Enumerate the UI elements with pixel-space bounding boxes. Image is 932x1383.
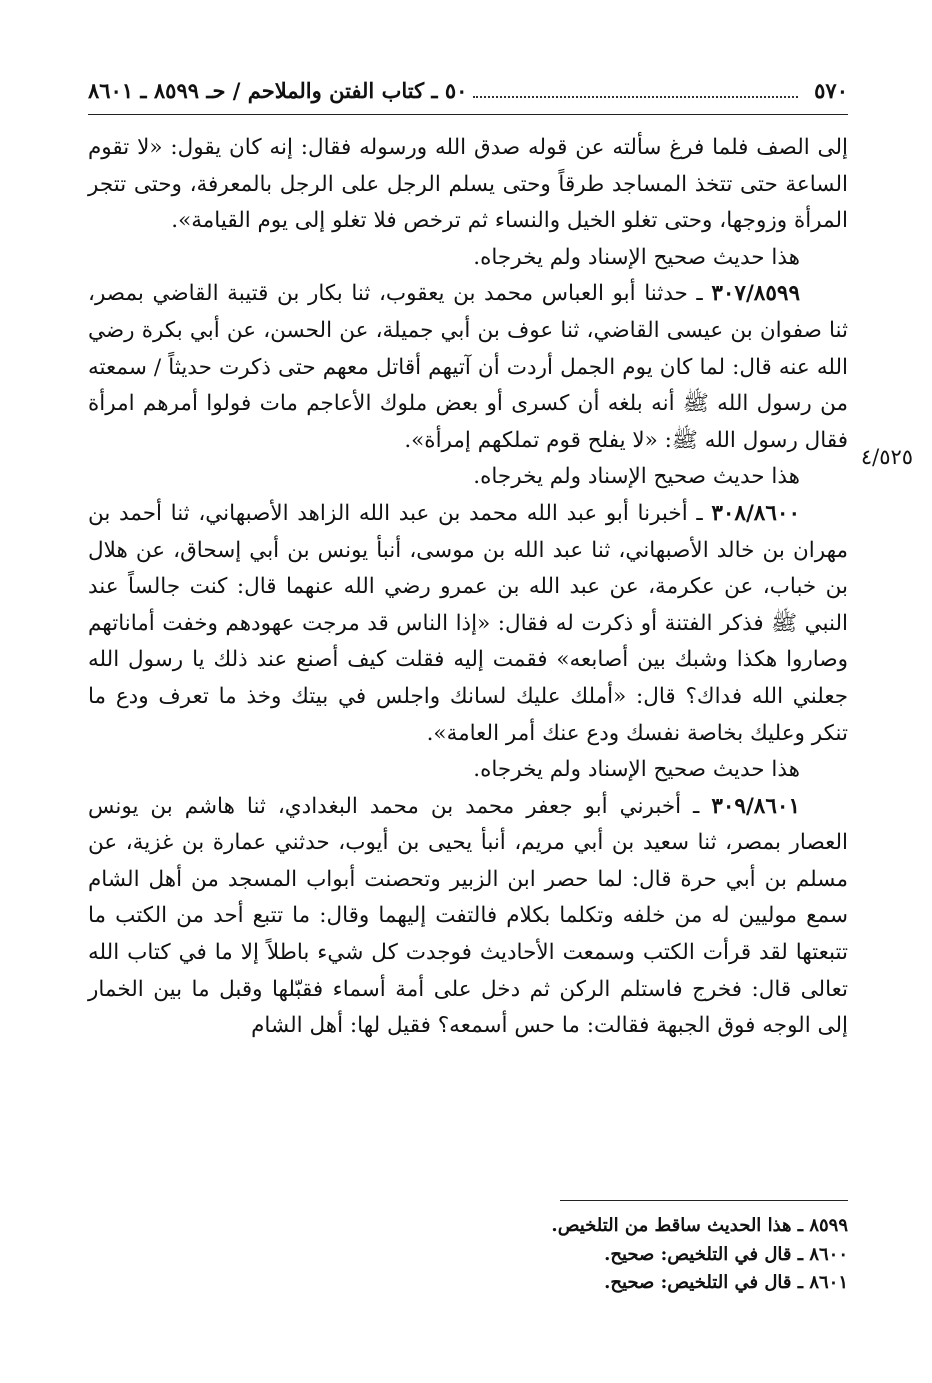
header-dot-leader [473,96,798,98]
hadith-text-8599: ـ حدثنا أبو العباس محمد بن يعقوب، ثنا بكار بن قتيبة القاضي بمصر، ثنا صفوان بن عيسى القاضي، ثنا عوف بن أبي جميلة، عن الحسن، عن أبي بكرة رضي الله عنه قال: لما كان يوم الجمل أردت أن آتيهم أقاتل معهم حتى ذكرت حديثاً / سمعته من رسول الله ﷺ أنه بلغه أن كسرى أو بعض ملوك الأعاجم مات فولوا أمرهم امرأة فقال رسول الله ﷺ: «لا يفلح قوم تملكهم إمرأة». [88,281,848,453]
page-number: ٥٧٠ [814,78,848,103]
verdict-3: هذا حديث صحيح الإسناد ولم يخرجاه. [473,757,800,783]
main-text [88,130,848,1045]
footnote-8599: ٨٥٩٩ ـ هذا الحديث ساقط من التلخيص. [551,1215,848,1236]
footnotes [88,1212,848,1298]
hadith-number-8601: ٣٠٩/٨٦٠١ [711,793,800,819]
hadith-8599 [88,276,848,459]
hadith-8600 [88,496,848,752]
hadith-number-8600: ٣٠٨/٨٦٠٠ [711,500,800,526]
hadith-8601 [88,789,848,1045]
footnote-8601: ٨٦٠١ ـ قال في التلخيص: صحيح. [604,1272,848,1293]
hadith-text-8601: ـ أخبرني أبو جعفر محمد بن محمد البغدادي، ثنا هاشم بن يونس العصار بمصر، ثنا سعيد بن أبي مريم، أنبأ يحيى بن أيوب، حدثني عمارة بن غزية، عن مسلم بن أبي حرة قال: لما حصر ابن الزبير وتحصنت أبواب المسجد من أهل الشام سمع موليين له من خلفه وتكلما بكلام فالتفت إليهما وقال: ما تتبع أحد من الكتب ما تتبعتها لقد قرأت الكتب وسمعت الأحاديث فوجدت كل شيء باطلاً إلا ما في كتاب الله تعالى قال: فخرج فاستلم الركن ثم دخل على أمة أسماء فقبّلها وقبل ما بين الخمار إلى الوجه فوق الجبهة فقالت: ما حس أسمعه؟ فقيل لها: أهل الشام [88,793,848,1039]
verdict-2: هذا حديث صحيح الإسناد ولم يخرجاه. [473,464,800,490]
hadith-text-8600: ـ أخبرنا أبو عبد الله محمد بن عبد الله الزاهد الأصبهاني، ثنا أحمد بن مهران بن خالد الأصبهاني، ثنا عبد الله بن موسى، أنبأ يونس بن أبي إسحاق، عن هلال بن خباب، عن عكرمة، عن عبد الله بن عمرو رضي الله عنهما قال: كنت جالساً عند النبي ﷺ فذكر الفتنة أو ذكرت له فقال: «إذا الناس قد مرجت عهودهم وخفت أماناتهم وصاروا هكذا وشبك بين أصابعه» فقمت إليه فقلت كيف أصنع عند ذلك يا رسول الله جعلني الله فداك؟ قال: «أملك عليك لسانك واجلس في بيتك وخذ ما تعرف ودع ما تنكر وعليك بخاصة نفسك ودع عنك أمر العامة». [88,500,848,746]
margin-volume-reference: ٤/٥٢٥ [860,445,914,469]
header-rule [88,114,848,115]
running-header [88,78,848,110]
header-title: ٥٠ ـ كتاب الفتن والملاحم / حـ ٨٥٩٩ ـ ٨٦٠١ [88,78,468,103]
footnote-8600: ٨٦٠٠ ـ قال في التلخيص: صحيح. [604,1243,848,1265]
verdict-1: هذا حديث صحيح الإسناد ولم يخرجاه. [473,244,800,270]
footnote-rule [560,1200,848,1201]
paragraph-continuation: إلى الصف فلما فرغ سألته عن قوله صدق الله ورسوله فقال: إنه كان يقول: «لا تقوم الساعة حتى تتخذ المساجد طرقاً وحتى يسلم الرجل على الرجل بالمعرفة، وحتى تتجر المرأة وزوجها، وحتى تغلو الخيل والنساء ثم ترخص فلا تغلو إلى يوم القيامة». [88,135,848,234]
hadith-number-8599: ٣٠٧/٨٥٩٩ [711,281,800,307]
